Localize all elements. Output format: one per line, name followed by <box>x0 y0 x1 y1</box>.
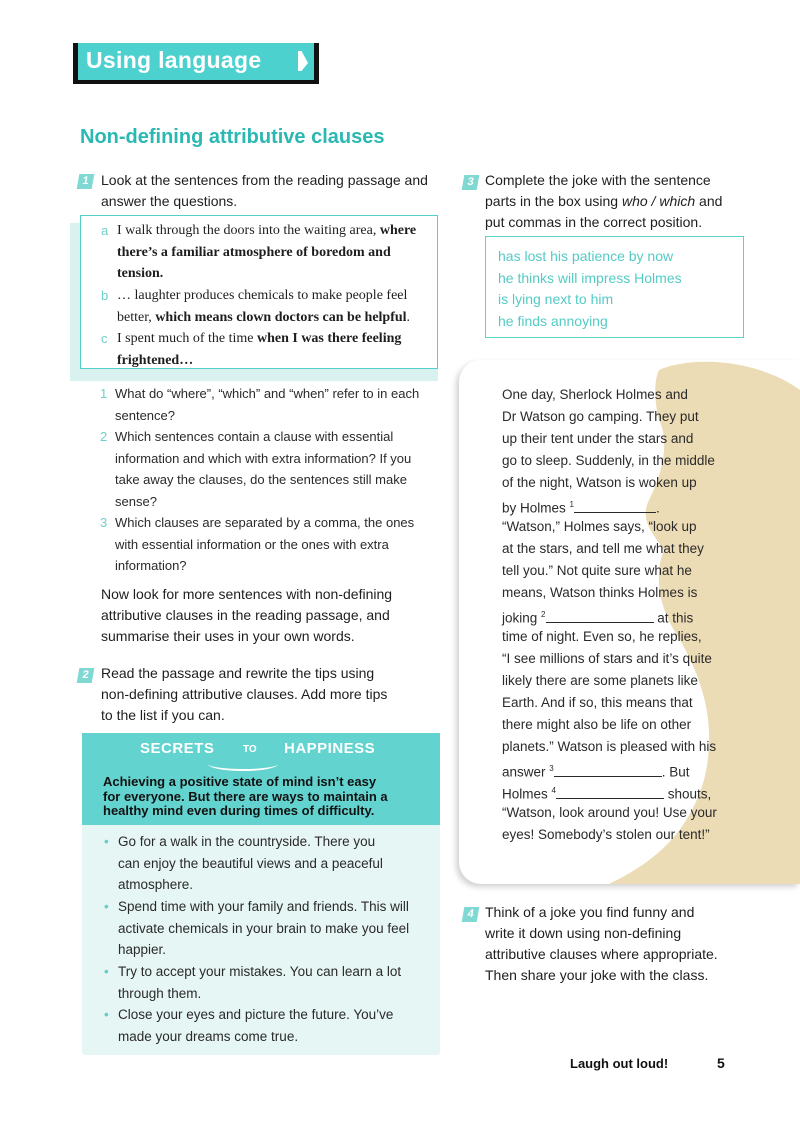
activity-1-badge: 1 <box>77 174 95 189</box>
sentence-part: is lying next to him <box>498 291 614 307</box>
story-line: “I see millions of stars and it’s quite <box>502 651 712 666</box>
question-number: 2 <box>100 429 108 444</box>
follow-up-line: summarise their uses in your own words. <box>101 628 355 644</box>
gap-number: 2 <box>541 610 546 619</box>
section-title: Non-defining attributive clauses <box>80 126 385 148</box>
activity-4-line: write it down using non-defining <box>485 925 682 941</box>
story-line: Earth. And if so, this means that <box>502 695 693 710</box>
question-text: What do “where”, “which” and “when” refer to in each sentence? <box>115 386 420 423</box>
example-plain: I walk through the doors into the waiting area, <box>117 223 377 238</box>
joke-panel <box>459 360 800 884</box>
example-end: . <box>406 309 411 325</box>
question-text: Which clauses are separated by a comma, the ones with essential information or the ones with extra information? <box>115 515 415 573</box>
gap-pre: answer <box>502 764 546 780</box>
tip-line: Try to accept your mistakes. You can learn a lot <box>118 964 402 979</box>
activity-3-line-pre: parts in the box using <box>485 193 622 209</box>
secrets-intro-line: healthy mind even during times of difficulty. <box>103 803 375 818</box>
story-line: planets.” Watson is pleased with his <box>502 739 717 754</box>
activity-1-follow-up <box>101 584 446 647</box>
question-1 <box>100 383 430 426</box>
secrets-heading-left: SECRETS <box>140 740 215 757</box>
header-banner-inner <box>78 43 314 80</box>
example-bold: when I was there feeling frightened… <box>117 331 402 368</box>
activity-2-badge: 2 <box>77 668 95 683</box>
blank-input[interactable] <box>556 786 664 799</box>
story-line: “Watson, look around you! Use your <box>502 805 717 820</box>
story-line: One day, Sherlock Holmes and <box>502 387 688 402</box>
secrets-to-happiness-box <box>82 733 440 1055</box>
activity-2-instruction-line: Read the passage and rewrite the tips using <box>101 665 375 681</box>
story-line: there might also be life on other <box>502 717 692 732</box>
story-line: at the stars, and tell me what they <box>502 541 704 556</box>
smile-icon <box>208 757 278 771</box>
activity-1-instruction-line: answer the questions. <box>101 193 238 209</box>
tip-line: Spend time with your family and friends. This will <box>118 899 409 914</box>
secrets-heading-to: TO <box>243 744 257 755</box>
gap-number: 4 <box>551 786 556 795</box>
gap-number: 1 <box>569 500 574 509</box>
example-letter: b <box>101 288 109 303</box>
activity-4-badge: 4 <box>462 907 480 922</box>
sentence-part: he finds annoying <box>498 313 608 329</box>
banner-chevron-icon <box>298 51 308 71</box>
bullet-icon: • <box>104 1007 109 1022</box>
example-sentences-box <box>80 215 438 369</box>
example-plain: I spent much of the time <box>117 331 254 346</box>
secrets-heading-right: HAPPINESS <box>284 740 376 757</box>
question-number: 3 <box>100 515 108 530</box>
header-banner <box>73 43 319 84</box>
tip-line: through them. <box>118 985 202 1001</box>
sentence-part: he thinks will impress Holmes <box>498 270 682 286</box>
sentence-parts-box <box>485 236 744 338</box>
activity-3-instruction <box>485 170 785 233</box>
story-line: up their tent under the stars and <box>502 431 694 446</box>
secrets-intro <box>103 775 428 819</box>
story-line: “Watson,” Holmes says, “look up <box>502 519 697 534</box>
tip-item <box>104 1004 429 1047</box>
tip-item <box>104 896 429 961</box>
story-line: tell you.” Not quite sure what he <box>502 563 692 578</box>
story-line: means, Watson thinks Holmes is <box>502 585 698 600</box>
blank-input[interactable] <box>574 500 656 513</box>
footer-unit-title: Laugh out loud! <box>570 1056 669 1071</box>
gap-post: at this <box>653 610 694 626</box>
story-line: Dr Watson go camping. They put <box>502 409 699 424</box>
question-3 <box>100 512 430 577</box>
story-line: go to sleep. Suddenly, in the middle <box>502 453 715 468</box>
tip-line: activate chemicals in your brain to make you feel <box>118 920 410 936</box>
activity-4-line: attributive clauses where appropriate. <box>485 946 718 962</box>
follow-up-line: attributive clauses in the reading passage, and <box>101 607 390 623</box>
header-title: Using language <box>86 47 262 73</box>
follow-up-line: Now look for more sentences with non-defining <box>101 586 393 602</box>
question-2 <box>100 426 430 512</box>
secrets-intro-line: Achieving a positive state of mind isn’t easy <box>103 774 377 789</box>
activity-3-badge: 3 <box>462 175 480 190</box>
activity-2-instruction <box>101 663 446 726</box>
story-line: eyes! Somebody’s stolen our tent!” <box>502 827 710 842</box>
example-letter: a <box>101 223 109 238</box>
tip-item <box>104 961 429 1004</box>
story-line: time of night. Even so, he replies, <box>502 629 702 644</box>
tip-line: made your dreams come true. <box>118 1028 299 1044</box>
activity-1-instruction <box>101 170 446 212</box>
sentence-part: has lost his patience by now <box>498 248 674 264</box>
gap-number: 3 <box>549 764 554 773</box>
bullet-icon: • <box>104 834 109 849</box>
question-number: 1 <box>100 386 108 401</box>
tip-line: atmosphere. <box>118 877 194 892</box>
gap-post: . But <box>661 764 690 780</box>
activity-4-line: Think of a joke you find funny and <box>485 904 695 920</box>
question-text: Which sentences contain a clause with essential information and which with extra information? If you take away the clauses, do the sentences still make sense? <box>115 429 412 509</box>
example-plain: … laughter produces chemicals to make people feel better, <box>117 288 408 325</box>
example-letter: c <box>101 331 108 346</box>
gap-pre: by Holmes <box>502 500 566 516</box>
secrets-intro-line: for everyone. But there are ways to maintain a <box>103 788 388 804</box>
tip-line: Go for a walk in the countryside. There you <box>118 834 376 849</box>
page-number: 5 <box>717 1055 725 1071</box>
activity-3-line <box>485 191 785 212</box>
bullet-icon: • <box>104 964 109 979</box>
tip-line: happier. <box>118 942 167 957</box>
story-line: likely there are some planets like <box>502 673 698 688</box>
example-a <box>101 220 425 285</box>
blank-input[interactable] <box>546 610 654 623</box>
secrets-box-header <box>82 733 440 825</box>
blank-input[interactable] <box>554 764 662 777</box>
story-line: of the night, Watson is woken up <box>502 475 697 490</box>
gap-post: . <box>656 500 660 516</box>
example-bold: where there’s a familiar atmosphere of boredom and tension. <box>117 223 417 281</box>
activity-2-instruction-line: to the list if you can. <box>101 707 225 723</box>
activity-1-instruction-line: Look at the sentences from the reading passage and <box>101 172 428 188</box>
tip-line: Close your eyes and picture the future. You’ve <box>118 1007 394 1022</box>
gap-pre: joking <box>502 610 538 626</box>
activity-2-instruction-line: non-defining attributive clauses. Add more tips <box>101 686 388 702</box>
example-bold: which means clown doctors can be helpful <box>155 309 407 325</box>
example-c <box>101 328 425 371</box>
tip-line: can enjoy the beautiful views and a peaceful <box>118 855 383 871</box>
activity-3-line-italic: who / which <box>621 193 696 209</box>
activity-4-instruction <box>485 902 785 986</box>
bullet-icon: • <box>104 899 109 914</box>
activity-3-line-post: and <box>695 193 723 209</box>
gap-pre: Holmes <box>502 786 548 802</box>
activity-3-line: put commas in the correct position. <box>485 214 703 230</box>
activity-4-line: Then share your joke with the class. <box>485 967 709 983</box>
tip-item <box>104 831 429 896</box>
example-b <box>101 285 425 328</box>
activity-3-line: Complete the joke with the sentence <box>485 172 711 188</box>
gap-post: shouts, <box>663 786 712 802</box>
